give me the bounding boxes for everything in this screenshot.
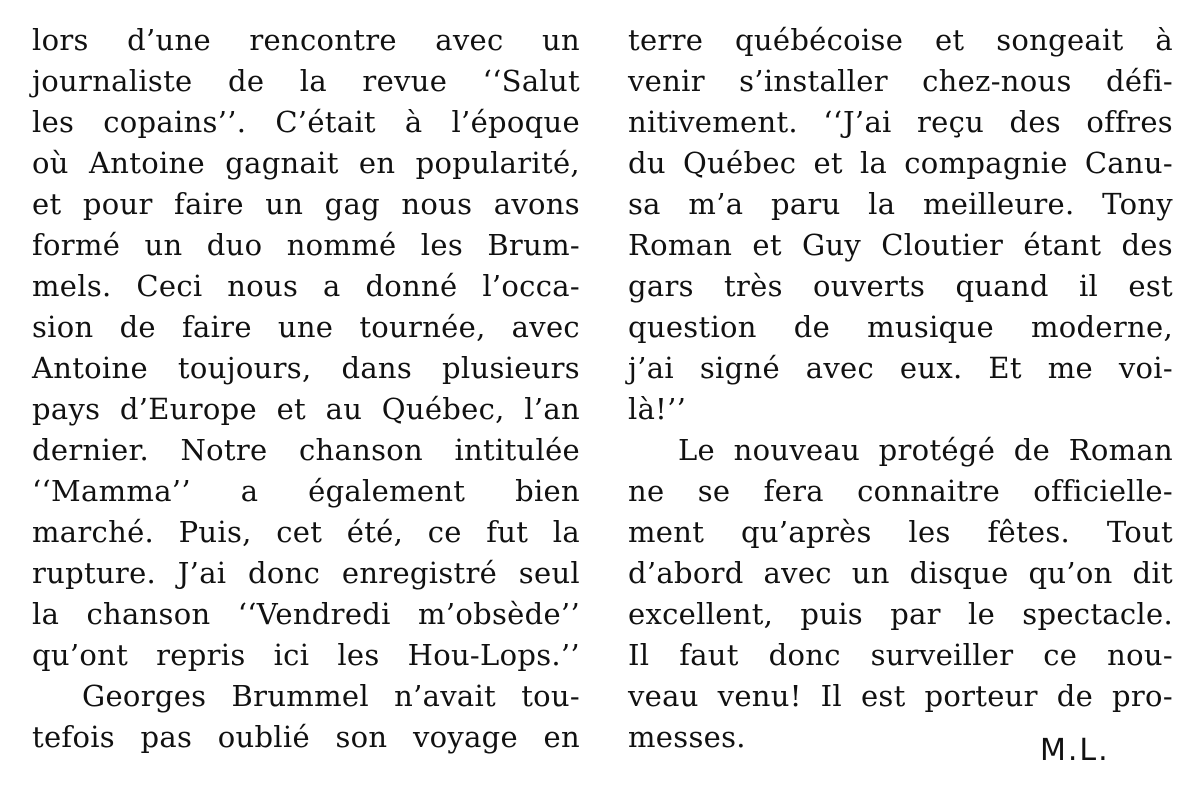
text-line — [32, 553, 580, 594]
word: se — [697, 474, 731, 508]
word: Québec, — [381, 392, 505, 426]
text-line — [32, 430, 580, 471]
word: très — [724, 269, 783, 303]
word: les — [32, 105, 75, 139]
word: fêtes. — [987, 515, 1071, 549]
word: Antoine — [32, 351, 148, 385]
word: oublié — [217, 720, 310, 754]
text-line — [32, 143, 580, 184]
word: rupture. — [32, 556, 157, 590]
word: seul — [518, 556, 580, 590]
word: ce — [1043, 638, 1078, 672]
word: la — [299, 64, 327, 98]
text-line — [32, 61, 580, 102]
word: donc — [248, 556, 321, 590]
word: un — [265, 187, 304, 221]
word: fut — [486, 515, 529, 549]
word: il — [1078, 269, 1099, 303]
text-line — [628, 266, 1173, 307]
word: rencontre — [249, 23, 397, 57]
word: paru — [770, 187, 841, 221]
word: fera — [763, 474, 824, 508]
word: les — [337, 638, 380, 672]
text-line — [628, 307, 1173, 348]
word: popularité, — [415, 146, 580, 180]
word: marché. — [32, 515, 155, 549]
text-line — [628, 594, 1173, 635]
word: dernier. — [32, 433, 149, 467]
word: offres — [1086, 105, 1173, 139]
word: faire — [174, 187, 244, 221]
word: j’ai — [628, 351, 674, 385]
word: l’époque — [451, 105, 580, 139]
word: copains’’. — [103, 105, 247, 139]
word: porteur — [924, 679, 1038, 713]
word: Georges — [82, 679, 207, 713]
word: revue — [362, 64, 448, 98]
word: au — [325, 392, 363, 426]
word: des — [1009, 105, 1061, 139]
text-line — [32, 635, 580, 676]
word: les — [420, 228, 464, 262]
word: C’était — [275, 105, 376, 139]
word: pour — [82, 187, 153, 221]
word: nommé — [286, 228, 397, 262]
word: quand — [955, 269, 1049, 303]
word: terre — [628, 23, 704, 57]
word: et — [276, 392, 307, 426]
word: Guy — [801, 228, 862, 262]
text-line — [628, 553, 1173, 594]
word: journaliste — [32, 64, 193, 98]
word: intitulée — [454, 433, 580, 467]
word: un — [542, 23, 580, 57]
word: est — [860, 679, 906, 713]
word: Canu- — [1084, 146, 1173, 180]
word: Cloutier — [881, 228, 1004, 262]
word: chez-nous — [922, 64, 1072, 98]
text-line — [628, 635, 1173, 676]
word: ici — [273, 638, 310, 672]
word: spectacle. — [1022, 597, 1173, 631]
word: tournée, — [359, 310, 486, 344]
text-line — [628, 348, 1173, 389]
word: des — [1121, 228, 1173, 262]
text-line — [32, 102, 580, 143]
word: par — [890, 597, 941, 631]
text-line — [628, 143, 1173, 184]
word: officielle- — [1033, 474, 1173, 508]
word: pays — [32, 392, 101, 426]
word: là!’’ — [628, 392, 687, 426]
text-line — [628, 61, 1173, 102]
word: pas — [140, 720, 193, 754]
word: ce — [427, 515, 462, 549]
word: une — [277, 310, 334, 344]
word: moderne, — [1030, 310, 1173, 344]
text-line — [628, 225, 1173, 266]
word: musique — [867, 310, 994, 344]
word: de — [1013, 433, 1051, 467]
word: formé — [32, 228, 121, 262]
word: voyage — [412, 720, 518, 754]
word: étant — [1023, 228, 1102, 262]
word: avec — [435, 23, 504, 57]
word: de — [793, 310, 831, 344]
text-line — [32, 594, 580, 635]
word: puis — [800, 597, 863, 631]
word: la — [859, 146, 888, 180]
word: Tony — [1102, 187, 1173, 221]
text-line — [628, 430, 1173, 471]
word: qu’on — [1028, 556, 1113, 590]
word: Puis, — [178, 515, 252, 549]
word: protégé — [878, 433, 996, 467]
word: enregistré — [341, 556, 498, 590]
word: en — [358, 146, 396, 180]
word: à — [404, 105, 423, 139]
word: duo — [206, 228, 263, 262]
word: ment — [628, 515, 705, 549]
word: de — [227, 64, 265, 98]
word: faut — [679, 638, 739, 672]
word: me — [1047, 351, 1093, 385]
word: m’a — [688, 187, 744, 221]
word: chanson — [298, 433, 423, 467]
word: ‘‘Salut — [482, 64, 580, 98]
text-line — [32, 471, 580, 512]
word: Brum- — [487, 228, 580, 262]
word: meilleure. — [922, 187, 1075, 221]
text-line — [628, 20, 1173, 61]
word: tefois — [32, 720, 115, 754]
word: de — [1056, 679, 1094, 713]
word: signé — [699, 351, 780, 385]
word: J’ai — [177, 556, 227, 590]
word: l’occa- — [482, 269, 580, 303]
word: donné — [365, 269, 458, 303]
word: nous — [227, 269, 299, 303]
left-column — [32, 20, 580, 758]
word: dans — [341, 351, 413, 385]
text-line — [32, 389, 580, 430]
word: la — [868, 187, 896, 221]
word: nitivement. — [628, 105, 798, 139]
word: gag — [324, 187, 380, 221]
word: ne — [628, 474, 665, 508]
word: ouverts — [813, 269, 926, 303]
word: et — [934, 23, 965, 57]
word: dit — [1132, 556, 1173, 590]
word: Antoine — [89, 146, 205, 180]
word: question — [628, 310, 757, 344]
word: m’obsède’’ — [418, 597, 580, 631]
word: Il — [628, 638, 650, 672]
word: l’an — [524, 392, 580, 426]
text-line — [32, 717, 580, 758]
word: d’Europe — [119, 392, 257, 426]
word: plusieurs — [442, 351, 580, 385]
word: Ceci — [136, 269, 203, 303]
text-line — [628, 184, 1173, 225]
word: veau — [628, 679, 699, 713]
word: son — [335, 720, 388, 754]
word: nous — [401, 187, 473, 221]
word: chanson — [86, 597, 211, 631]
text-line — [32, 266, 580, 307]
word: nou- — [1107, 638, 1173, 672]
word: ‘‘Vendredi — [237, 597, 391, 631]
word: la — [32, 597, 60, 631]
text-line — [32, 512, 580, 553]
word: a — [323, 269, 341, 303]
word: est — [1128, 269, 1173, 303]
word: Il — [820, 679, 842, 713]
word: surveiller — [870, 638, 1014, 672]
word: voi- — [1118, 351, 1173, 385]
word: excellent, — [628, 597, 774, 631]
text-line — [32, 307, 580, 348]
word: songeait — [996, 23, 1124, 57]
word: faire — [181, 310, 252, 344]
word: avons — [493, 187, 580, 221]
word: toujours, — [177, 351, 312, 385]
word: et — [813, 146, 843, 180]
word: également — [308, 474, 466, 508]
word: Roman — [628, 228, 733, 262]
text-line — [32, 184, 580, 225]
text-line — [628, 389, 1173, 430]
word: un — [144, 228, 183, 262]
word: sion — [32, 310, 94, 344]
word: cet — [276, 515, 323, 549]
word: d’une — [127, 23, 211, 57]
word: a — [240, 474, 259, 508]
word: en — [543, 720, 580, 754]
word: tou- — [521, 679, 580, 713]
word: venu! — [717, 679, 802, 713]
word: où — [32, 146, 69, 180]
word: Tout — [1106, 515, 1173, 549]
word: disque — [909, 556, 1009, 590]
word: à — [1155, 23, 1173, 57]
word: donc — [768, 638, 841, 672]
word: repris — [156, 638, 246, 672]
word: mels. — [32, 269, 112, 303]
word: nouveau — [733, 433, 861, 467]
word: et — [32, 187, 62, 221]
word: n’avait — [394, 679, 497, 713]
word: lors — [32, 23, 89, 57]
word: messes. — [628, 720, 746, 754]
word: de — [119, 310, 156, 344]
author-signature: M.L. — [1040, 733, 1110, 768]
word: Hou-Lops.’’ — [407, 638, 580, 672]
word: avec — [763, 556, 832, 590]
word: gagnait — [225, 146, 339, 180]
word: été, — [346, 515, 404, 549]
word: connaitre — [857, 474, 1001, 508]
word: ‘‘J’ai — [823, 105, 892, 139]
word: Et — [988, 351, 1022, 385]
word: défi- — [1105, 64, 1173, 98]
text-line — [32, 676, 580, 717]
right-column — [628, 20, 1173, 758]
word: du — [628, 146, 666, 180]
word: pro- — [1112, 679, 1173, 713]
text-line — [628, 471, 1173, 512]
word: les — [908, 515, 951, 549]
word: sa — [628, 187, 661, 221]
word: Québec — [682, 146, 797, 180]
word: québécoise — [735, 23, 904, 57]
word: venir — [628, 64, 705, 98]
word: avec — [805, 351, 875, 385]
text-line — [628, 676, 1173, 717]
word: le — [968, 597, 996, 631]
text-line — [32, 348, 580, 389]
word: Roman — [1068, 433, 1173, 467]
word: gars — [628, 269, 694, 303]
text-line — [628, 512, 1173, 553]
word: reçu — [916, 105, 985, 139]
word: la — [552, 515, 580, 549]
word: bien — [515, 474, 580, 508]
text-line — [32, 20, 580, 61]
word: un — [851, 556, 890, 590]
word: qu’ont — [32, 638, 129, 672]
word: compagnie — [904, 146, 1068, 180]
word: avec — [511, 310, 580, 344]
word: qu’après — [741, 515, 872, 549]
word: eux. — [899, 351, 963, 385]
word: s’installer — [739, 64, 888, 98]
word: ‘‘Mamma’’ — [32, 474, 191, 508]
word: Brummel — [231, 679, 369, 713]
word: d’abord — [628, 556, 744, 590]
word: et — [752, 228, 782, 262]
text-line — [628, 102, 1173, 143]
word: Le — [678, 433, 716, 467]
text-line — [32, 225, 580, 266]
word: Notre — [180, 433, 268, 467]
